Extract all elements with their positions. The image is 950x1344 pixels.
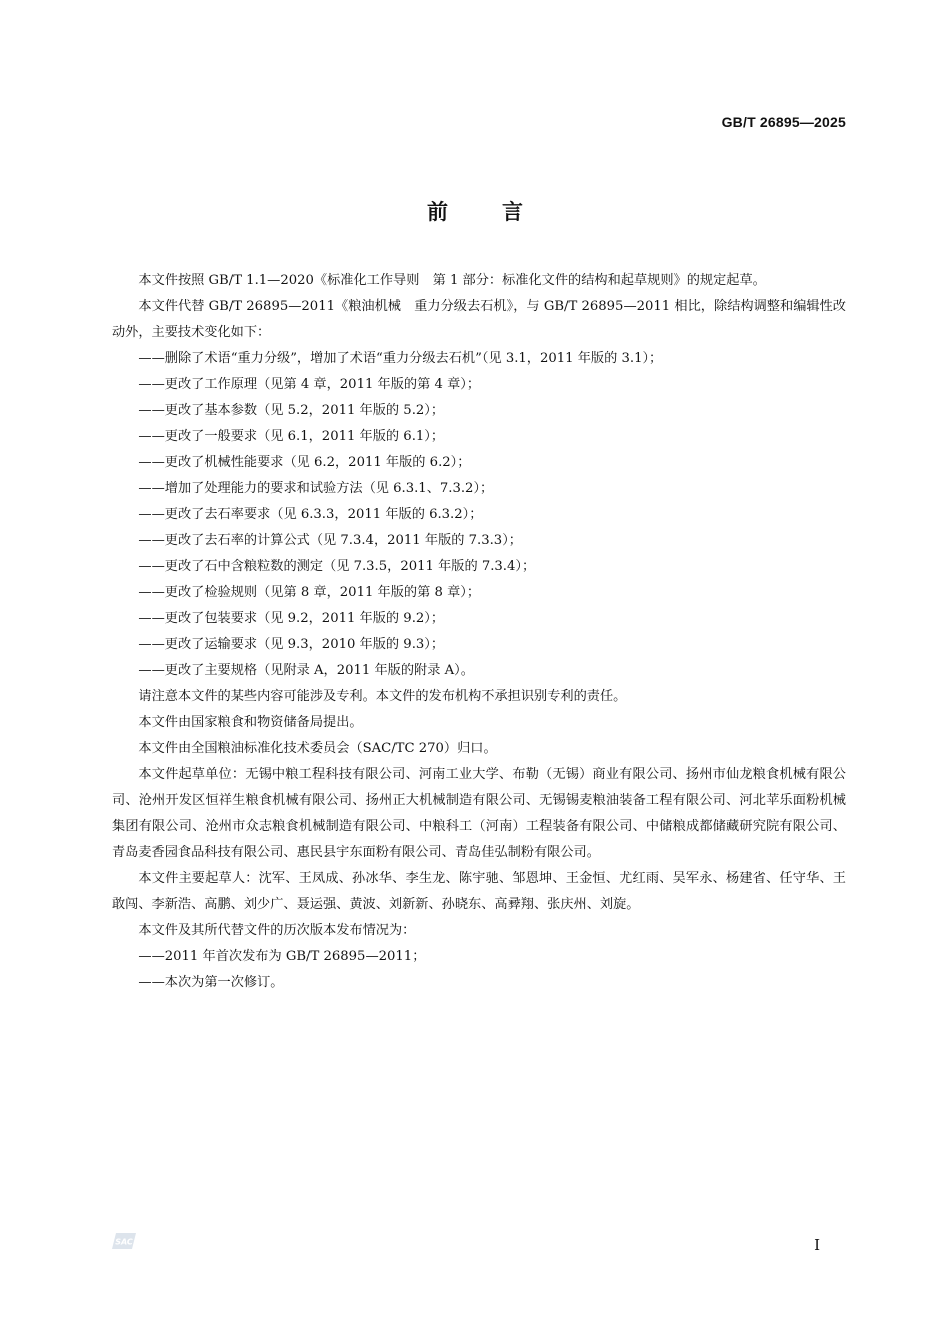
sac-logo bbox=[110, 1231, 138, 1251]
change-item: ——更改了去石率要求（见 6.3.3，2011 年版的 6.3.2）； bbox=[138, 507, 483, 522]
change-item: ——更改了工作原理（见第 4 章，2011 年版的第 4 章）； bbox=[138, 377, 481, 392]
page-title: 前言 bbox=[427, 200, 577, 224]
paragraph-replacement: 本文件代替 GB/T 26895—2011《粮油机械 重力分级去石机》，与 GB/T 26895—2011 相比，除结构调整和编辑性改动外，主要技术变化如下： bbox=[112, 299, 846, 340]
proposer-note: 本文件由国家粮食和物资储备局提出。 bbox=[138, 715, 363, 730]
sac-logo-text: SAC bbox=[115, 1237, 133, 1247]
change-item: ——更改了主要规格（见附录 A，2011 年版的附录 A）。 bbox=[138, 663, 474, 678]
paragraph-drafting-rules: 本文件按照 GB/T 1.1—2020《标准化工作导则 第 1 部分：标准化文件的结构和起草规则》的规定起草。 bbox=[138, 273, 766, 288]
document-body bbox=[112, 268, 846, 996]
standard-code: GB/T 26895—2025 bbox=[721, 114, 846, 130]
change-item: ——更改了基本参数（见 5.2，2011 年版的 5.2）； bbox=[138, 403, 445, 418]
change-item: ——更改了检验规则（见第 8 章，2011 年版的第 8 章）； bbox=[138, 585, 481, 600]
page-number: I bbox=[814, 1236, 820, 1254]
change-item: ——更改了包装要求（见 9.2，2011 年版的 9.2）； bbox=[138, 611, 445, 626]
history-intro: 本文件及其所代替文件的历次版本发布情况为： bbox=[138, 923, 416, 938]
committee-note: 本文件由全国粮油标准化技术委员会（SAC/TC 270）归口。 bbox=[138, 741, 497, 756]
change-item: ——增加了处理能力的要求和试验方法（见 6.3.1、7.3.2）； bbox=[138, 481, 494, 496]
patent-note: 请注意本文件的某些内容可能涉及专利。本文件的发布机构不承担识别专利的责任。 bbox=[138, 689, 627, 704]
change-item: ——更改了运输要求（见 9.3，2010 年版的 9.3）； bbox=[138, 637, 445, 652]
change-item: ——删除了术语“重力分级”，增加了术语“重力分级去石机”（见 3.1，2011 年版的 3.1）； bbox=[138, 351, 663, 366]
history-item: ——2011 年首次发布为 GB/T 26895—2011； bbox=[138, 949, 426, 964]
drafting-units: 本文件起草单位：无锡中粮工程科技有限公司、河南工业大学、布勒（无锡）商业有限公司、扬州市仙龙粮食机械有限公司、沧州开发区恒祥生粮食机械有限公司、扬州正大机械制造有限公司、无锡锡麦粮油装备工程有限公司、河北苹乐面粉机械集团有限公司、沧州市众志粮食机械制造有限公司、中粮科工（河南）工程装备有限公司、中储粮成都储藏研究院有限公司、青岛麦香园食品科技有限公司、惠民县宇东面粉有限公司、青岛佳弘制粉有限公司。 bbox=[112, 767, 846, 860]
drafters: 本文件主要起草人：沈军、王凤成、孙冰华、李生龙、陈宇驰、邹恩坤、王金恒、尤红雨、吴军永、杨建省、任守华、王敢闯、李新浩、高鹏、刘少广、聂运强、黄波、刘新新、孙晓东、高彛翔、张庆州、刘旋。 bbox=[112, 871, 846, 912]
change-item: ——更改了去石率的计算公式（见 7.3.4，2011 年版的 7.3.3）； bbox=[138, 533, 522, 548]
change-item: ——更改了石中含粮粒数的测定（见 7.3.5，2011 年版的 7.3.4）； bbox=[138, 559, 536, 574]
change-item: ——更改了一般要求（见 6.1，2011 年版的 6.1）； bbox=[138, 429, 445, 444]
history-item: ——本次为第一次修订。 bbox=[138, 975, 284, 990]
change-item: ——更改了机械性能要求（见 6.2，2011 年版的 6.2）； bbox=[138, 455, 471, 470]
